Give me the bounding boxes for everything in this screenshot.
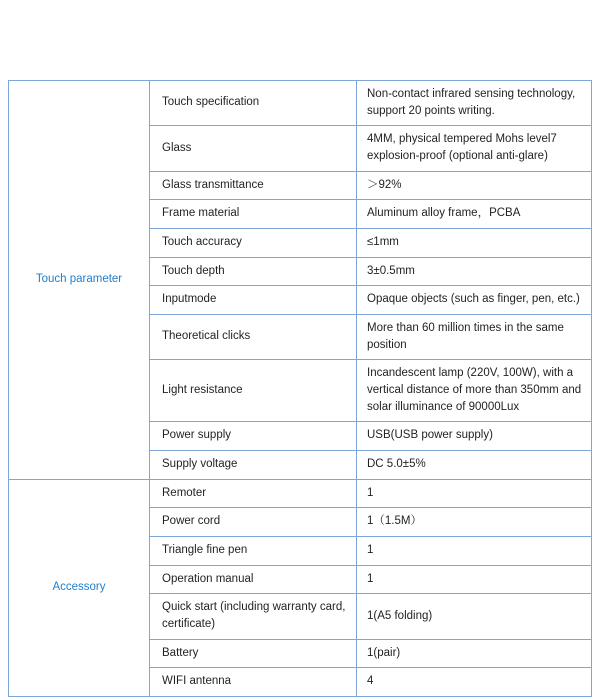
row-value: Opaque objects (such as finger, pen, etc.) [357, 286, 592, 315]
group-label-accessory: Accessory [9, 479, 150, 696]
row-label: Quick start (including warranty card, certificate) [150, 594, 357, 639]
row-label: Triangle fine pen [150, 537, 357, 566]
row-label: Light resistance [150, 360, 357, 422]
row-label: Inputmode [150, 286, 357, 315]
row-value: 1 [357, 537, 592, 566]
row-value: DC 5.0±5% [357, 451, 592, 480]
row-value: 1（1.5M） [357, 508, 592, 537]
row-value: Non-contact infrared sensing technology, support 20 points writing. [357, 81, 592, 126]
row-value: USB(USB power supply) [357, 422, 592, 451]
row-value: ≤1mm [357, 229, 592, 258]
row-label: Glass transmittance [150, 171, 357, 200]
row-value: 4MM, physical tempered Mohs level7 explosion-proof (optional anti-glare) [357, 126, 592, 171]
specification-table [8, 80, 592, 697]
row-label: Touch depth [150, 257, 357, 286]
row-value: Aluminum alloy frame，PCBA [357, 200, 592, 229]
row-value: 1(A5 folding) [357, 594, 592, 639]
table-row [9, 479, 592, 508]
row-value: ＞92% [357, 171, 592, 200]
row-label: Operation manual [150, 565, 357, 594]
row-label: Frame material [150, 200, 357, 229]
row-label: Power cord [150, 508, 357, 537]
row-label: Theoretical clicks [150, 315, 357, 360]
row-value: 4 [357, 668, 592, 697]
table-row [9, 81, 592, 126]
specification-table-body [9, 81, 592, 697]
row-label: Remoter [150, 479, 357, 508]
row-value: 3±0.5mm [357, 257, 592, 286]
row-label: Glass [150, 126, 357, 171]
row-label: Supply voltage [150, 451, 357, 480]
row-label: Touch accuracy [150, 229, 357, 258]
row-value: Incandescent lamp (220V, 100W), with a vertical distance of more than 350mm and solar illuminance of 90000Lux [357, 360, 592, 422]
row-value: More than 60 million times in the same position [357, 315, 592, 360]
row-label: Power supply [150, 422, 357, 451]
row-value: 1 [357, 565, 592, 594]
row-label: Touch specification [150, 81, 357, 126]
row-label: WIFI antenna [150, 668, 357, 697]
row-label: Battery [150, 639, 357, 668]
row-value: 1(pair) [357, 639, 592, 668]
group-label-touch-parameter: Touch parameter [9, 81, 150, 480]
row-value: 1 [357, 479, 592, 508]
